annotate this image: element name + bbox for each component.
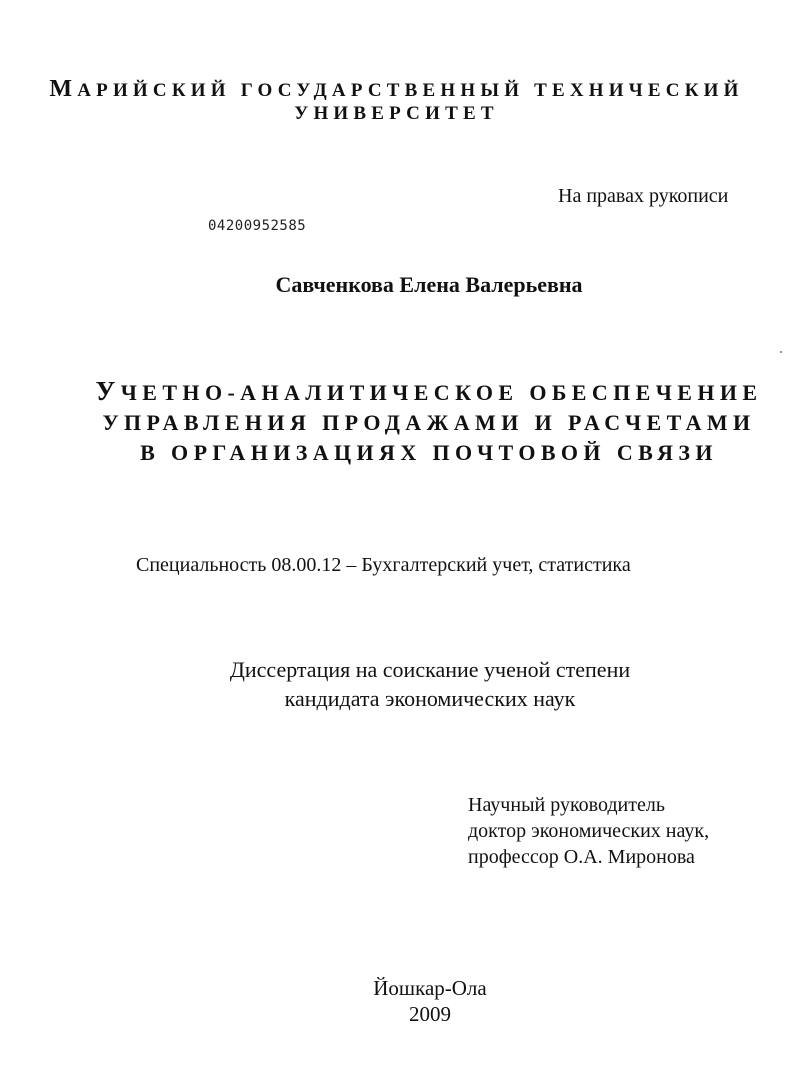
year: 2009 (409, 1002, 451, 1026)
supervisor-line-1: Научный руководитель (468, 794, 665, 816)
dissertation-title-line-3: В ОРГАНИЗАЦИЯХ ПОЧТОВОЙ СВЯЗИ (140, 440, 718, 465)
university-name-line-1 (0, 76, 793, 103)
dissertation-title-line-2: УПРАВЛЕНИЯ ПРОДАЖАМИ И РАСЧЕТАМИ (102, 410, 756, 435)
title-line-1-rest: ЧЕТНО-АНАЛИТИЧЕСКОЕ ОБЕСПЕЧЕНИЕ (120, 380, 763, 405)
supervisor-line-2: доктор экономических наук, (468, 820, 710, 842)
university-name-line-2: УНИВЕРСИТЕТ (294, 103, 499, 124)
dissertation-title-line-1 (0, 376, 793, 407)
registration-code: 04200952585 (208, 218, 307, 234)
supervisor-line-3: профессор О.А. Миронова (468, 846, 695, 868)
university-initial: М (49, 76, 78, 102)
manuscript-note: На правах рукописи (558, 185, 729, 207)
city: Йошкар-Ола (373, 976, 487, 1000)
scan-speck (780, 351, 782, 353)
author-name: Савченкова Елена Валерьевна (275, 272, 583, 297)
title-initial: У (95, 376, 121, 406)
specialty: Специальность 08.00.12 – Бухгалтерский учет, статистика (136, 554, 631, 576)
dissertation-degree-line-2: кандидата экономических наук (284, 686, 576, 711)
dissertation-degree-line-1: Диссертация на соискание ученой степени (229, 657, 631, 682)
university-name-rest: АРИЙСКИЙ ГОСУДАРСТВЕННЫЙ ТЕХНИЧЕСКИЙ (77, 80, 744, 101)
